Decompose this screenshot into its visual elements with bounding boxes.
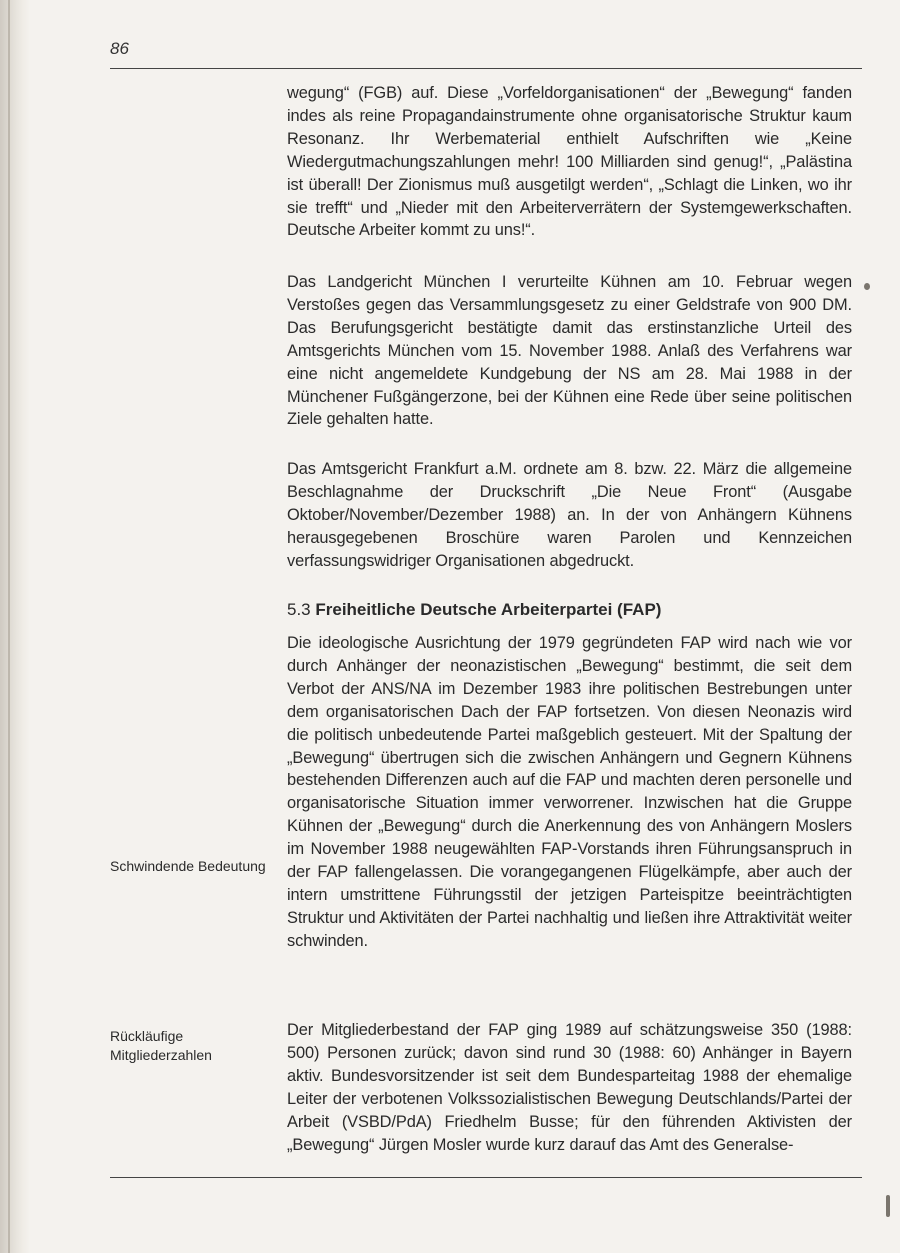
- section-heading: [287, 599, 852, 621]
- paragraph-text: Das Amtsgericht Frankfurt a.M. ordnete am 8. bzw. 22. März die allgemeine Beschlagnahme der Druckschrift „Die Neue Front“ (Ausgabe Oktober/November/Dezember 1988) an. In der von Anhängern Kühnens herausgegebenen Broschüre waren Parolen und Kennzeichen verfassungswidriger Organisationen abgedruckt.: [287, 460, 852, 570]
- paragraph-text: Der Mitgliederbestand der FAP ging 1989 auf schätzungsweise 350 (1988: 500) Personen zurück; davon sind rund 30 (1988: 60) Anhänger in Bayern aktiv. Bundesvorsitzender ist seit dem Bundesparteitag 1988 der ehemalige Leiter der verbotenen Volkssozialistischen Bewegung Deutschlands/Partei der Arbeit (VSBD/PdA) Friedhelm Busse; für den führenden Aktivisten der „Bewegung“ Jürgen Mosler wurde kurz darauf das Amt des Generalse-: [287, 1021, 852, 1154]
- scan-speck: [864, 283, 870, 290]
- section-number: 5.3: [287, 600, 311, 619]
- paragraph-amtsgericht: [287, 458, 852, 573]
- page-number: 86: [110, 39, 129, 58]
- paragraph-fgb-propaganda: [287, 82, 852, 242]
- binding-shadow: [0, 0, 30, 1253]
- margin-note-schwindende-bedeutung: Schwindende Bedeutung: [110, 858, 266, 874]
- paragraph-text: Die ideologische Ausrichtung der 1979 gegründeten FAP wird nach wie vor durch Anhänger der neonazistischen „Bewegung“ bestimmt, die seit dem Verbot der ANS/NA im Dezember 1983 ihre politischen Bestrebungen unter dem organisatorischen Dach der FAP fortsetzen. Von diesen Neonazis wird die politisch unbedeutende Partei maßgeblich gesteuert. Mit der Spaltung der „Bewegung“ übertrugen sich die zwischen Anhängern und Gegnern Kühnens bestehenden Differenzen auch auf die FAP und machten deren personelle und organisatorische Situation immer verworrener. Inzwischen hat die Gruppe Kühnen der „Bewegung“ durch die Anerkennung des von Anhängern Moslers im November 1988 neugewählten FAP-Vorstands ihren Führungsanspruch in der FAP fallengelassen. Die vorangegangenen Flügelkämpfe, aber auch der intern umstrittene Führungsstil der jetzigen Parteispitze beeinträchtigten Struktur und Aktivitäten der Partei nachhaltig und ließen ihre Attraktivität weiter schwinden.: [287, 634, 852, 950]
- paragraph-landgericht: [287, 271, 852, 431]
- scan-speck: [886, 1195, 890, 1217]
- margin-note-ruecklaeufige-mitgliederzahlen: Rückläufige Mitgliederzahlen: [110, 1028, 212, 1063]
- binding-line: [8, 0, 10, 1253]
- section-title: Freiheitliche Deutsche Arbeiterpartei (FAP): [315, 600, 662, 619]
- header-rule: [110, 68, 862, 69]
- paragraph-text: wegung“ (FGB) auf. Diese „Vorfeldorganisationen“ der „Bewegung“ fanden indes als reine Propagandainstrumente ohne organisatorische Struktur kaum Resonanz. Ihr Werbematerial enthielt Aufschriften wie „Keine Wiedergutmachungszahlungen mehr! 100 Milliarden sind genug!“, „Palästina ist überall! Der Zionismus muß ausgetilgt werden“, „Schlagt die Linken, wo ihr sie trefft“ und „Nieder mit den Arbeiterverrätern der Systemgewerkschaften. Deutsche Arbeiter kommt zu uns!“.: [287, 84, 852, 240]
- paragraph-text: Das Landgericht München I verurteilte Kühnen am 10. Februar wegen Verstoßes gegen das Versammlungsgesetz zu einer Geldstrafe von 900 DM. Das Berufungsgericht bestätigte damit das erstinstanzliche Urteil des Amtsgerichts München vom 15. November 1988. Anlaß des Verfahrens war eine nicht angemeldete Kundgebung der NS am 28. Mai 1988 in der Münchener Fußgängerzone, bei der Kühnen eine Rede über seine politischen Ziele gehalten hatte.: [287, 273, 852, 429]
- paragraph-fap-ideology: [287, 632, 852, 953]
- footer-rule: [110, 1177, 862, 1178]
- paragraph-fap-members: [287, 1019, 852, 1156]
